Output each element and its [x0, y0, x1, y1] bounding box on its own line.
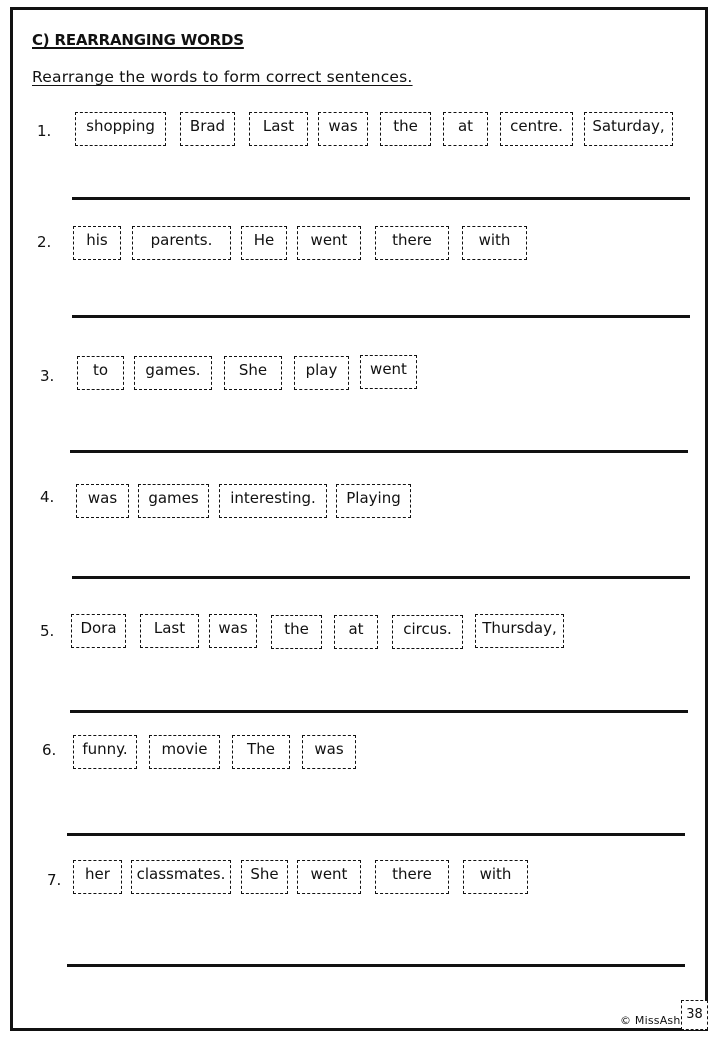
word-card[interactable]: with — [462, 226, 527, 260]
answer-line[interactable] — [67, 964, 685, 967]
question-number: 4. — [40, 488, 55, 506]
word-card[interactable]: was — [209, 614, 257, 648]
word-card[interactable]: Brad — [180, 112, 235, 146]
word-card[interactable]: the — [271, 615, 322, 649]
instruction-text: Rearrange the words to form correct sentences. — [32, 68, 413, 86]
word-card[interactable]: there — [375, 226, 449, 260]
word-card[interactable]: with — [463, 860, 528, 894]
word-card[interactable]: Dora — [71, 614, 126, 648]
question-number: 7. — [47, 871, 62, 889]
word-card[interactable]: Thursday, — [475, 614, 564, 648]
answer-line[interactable] — [72, 576, 690, 579]
word-card[interactable]: her — [73, 860, 122, 894]
word-card[interactable]: funny. — [73, 735, 137, 769]
word-card[interactable]: the — [380, 112, 431, 146]
word-card[interactable]: his — [73, 226, 121, 260]
word-card[interactable]: to — [77, 356, 124, 390]
word-card[interactable]: The — [232, 735, 290, 769]
word-card[interactable]: went — [297, 226, 361, 260]
word-card[interactable]: there — [375, 860, 449, 894]
question-number: 3. — [40, 367, 55, 385]
word-card[interactable]: at — [443, 112, 488, 146]
word-card[interactable]: movie — [149, 735, 220, 769]
answer-line[interactable] — [70, 450, 688, 453]
answer-line[interactable] — [72, 197, 690, 200]
word-card[interactable]: Saturday, — [584, 112, 673, 146]
word-card[interactable]: games — [138, 484, 209, 518]
section-heading: C) REARRANGING WORDS — [32, 31, 244, 49]
word-card[interactable]: was — [76, 484, 129, 518]
answer-line[interactable] — [70, 710, 688, 713]
word-card[interactable]: circus. — [392, 615, 463, 649]
word-card[interactable]: parents. — [132, 226, 231, 260]
word-card[interactable]: games. — [134, 356, 212, 390]
word-card[interactable]: classmates. — [131, 860, 231, 894]
word-card[interactable]: interesting. — [219, 484, 327, 518]
word-card[interactable]: went — [297, 860, 361, 894]
answer-line[interactable] — [72, 315, 690, 318]
word-card[interactable]: play — [294, 356, 349, 390]
question-number: 6. — [42, 741, 57, 759]
question-number: 5. — [40, 622, 55, 640]
word-card[interactable]: went — [360, 355, 417, 389]
word-card[interactable]: centre. — [500, 112, 573, 146]
word-card[interactable]: She — [241, 860, 288, 894]
page-number: 38 — [681, 1000, 708, 1030]
word-card[interactable]: shopping — [75, 112, 166, 146]
word-card[interactable]: was — [302, 735, 356, 769]
word-card[interactable]: Playing — [336, 484, 411, 518]
question-number: 1. — [37, 122, 52, 140]
word-card[interactable]: Last — [249, 112, 308, 146]
copyright-credit: © MissAsh — [620, 1014, 681, 1027]
word-card[interactable]: Last — [140, 614, 199, 648]
word-card[interactable]: at — [334, 615, 378, 649]
question-number: 2. — [37, 233, 52, 251]
word-card[interactable]: She — [224, 356, 282, 390]
word-card[interactable]: He — [241, 226, 287, 260]
answer-line[interactable] — [67, 833, 685, 836]
word-card[interactable]: was — [318, 112, 368, 146]
